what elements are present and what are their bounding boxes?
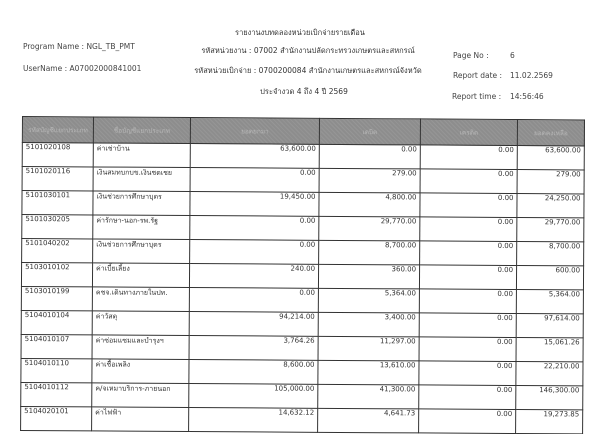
table-row — [21, 263, 583, 290]
column-header-brought-forward: ยอดยกมา — [190, 118, 319, 145]
column-header-account-code: รหัสบัญชีแยกประเภท — [22, 117, 93, 143]
balance-cell: 8,700.00 — [517, 242, 584, 266]
report-time: 14:56:46 — [510, 92, 544, 101]
table-row — [22, 143, 584, 170]
credit-cell: 0.00 — [419, 313, 516, 338]
debit-cell: 279.00 — [319, 168, 420, 193]
credit-cell: 0.00 — [420, 169, 517, 194]
period-line: ประจำงวด 4 ถึง 4 ปี 2569 — [260, 87, 348, 96]
table-row — [21, 286, 583, 313]
brought-forward-cell: 19,450.00 — [190, 192, 319, 217]
account-code-cell: 5101020108 — [22, 143, 93, 167]
debit-cell: 0.00 — [319, 144, 420, 169]
table-row — [21, 406, 583, 433]
table-row — [22, 191, 584, 218]
account-code-cell: 5104010107 — [21, 334, 92, 358]
debit-cell: 29,770.00 — [319, 216, 420, 241]
debit-cell: 4,800.00 — [319, 192, 420, 217]
balance-cell: 19,273.85 — [516, 410, 583, 434]
balance-cell: 15,061.26 — [516, 338, 583, 362]
credit-cell: 0.00 — [420, 145, 517, 170]
debit-cell: 41,300.00 — [318, 384, 419, 409]
table-row — [21, 334, 583, 361]
balance-cell: 279.00 — [517, 170, 584, 194]
balance-cell: 22,210.00 — [516, 362, 583, 386]
credit-cell: 0.00 — [419, 337, 516, 362]
table-row — [21, 310, 583, 337]
disbursement-line: รหัสหน่วยเบิกจ่าย : 0700200084 สำนักงานเกษตรและสหกรณ์จังหวัด — [194, 66, 422, 75]
agency-line: รหัสหน่วยงาน : 07002 สำนักงานปลัดกระทรวงเกษตรและสหกรณ์ — [201, 46, 415, 55]
credit-cell: 0.00 — [420, 217, 517, 242]
account-name-cell: เงินสมทบกบข.เงินชดเชย — [93, 167, 190, 192]
balance-cell: 29,770.00 — [517, 218, 584, 242]
page-no: 6 — [510, 51, 515, 60]
credit-cell: 0.00 — [419, 289, 516, 314]
brought-forward-cell: 0.00 — [190, 216, 319, 241]
brought-forward-cell: 94,214.00 — [189, 312, 318, 337]
account-code-cell: 5104010104 — [21, 310, 92, 334]
brought-forward-cell: 240.00 — [189, 264, 318, 289]
brought-forward-cell: 0.00 — [190, 168, 319, 193]
report-time-label: Report time : — [452, 92, 502, 101]
user-name: UserName : A07002000841001 — [23, 64, 142, 73]
balance-cell: 63,600.00 — [517, 146, 584, 170]
account-code-cell: 5104020101 — [21, 406, 92, 430]
credit-cell: 0.00 — [419, 385, 516, 410]
account-code-cell: 5101030205 — [22, 215, 93, 239]
account-code-cell: 5101040202 — [22, 239, 93, 263]
account-name-cell: ค่าไฟฟ้า — [92, 407, 189, 432]
brought-forward-cell: 0.00 — [190, 240, 319, 265]
account-code-cell: 5104010110 — [21, 358, 92, 382]
table-header-row — [22, 117, 584, 146]
account-name-cell: ค่าเช่าบ้าน — [93, 143, 190, 168]
account-code-cell: 5103010199 — [21, 286, 92, 310]
table-row — [21, 382, 583, 409]
brought-forward-cell: 0.00 — [189, 288, 318, 313]
account-name-cell: ค่าวัสดุ — [92, 311, 189, 336]
credit-cell: 0.00 — [419, 265, 516, 290]
table-row — [22, 167, 584, 194]
brought-forward-cell: 105,000.00 — [189, 384, 318, 409]
table-row — [22, 239, 584, 266]
account-code-cell: 5101020116 — [22, 167, 93, 191]
program-name: Program Name : NGL_TB_PMT — [23, 42, 135, 51]
column-header-balance: ยอดคงเหลือ — [517, 120, 584, 146]
credit-cell: 0.00 — [419, 361, 516, 386]
brought-forward-cell: 14,632.12 — [189, 408, 318, 433]
balance-cell: 24,250.00 — [517, 194, 584, 218]
account-name-cell: ค่าเชื้อเพลิง — [92, 359, 189, 384]
balance-cell: 600.00 — [516, 266, 583, 290]
debit-cell: 8,700.00 — [319, 240, 420, 265]
account-name-cell: เงินช่วยการศึกษาบุตร — [93, 239, 190, 264]
account-code-cell: 5101030101 — [22, 191, 93, 215]
page-no-label: Page No : — [453, 51, 489, 60]
balance-cell: 5,364.00 — [516, 290, 583, 314]
brought-forward-cell: 3,764.26 — [189, 336, 318, 361]
trial-balance-table — [20, 116, 585, 434]
balance-cell: 97,614.00 — [516, 314, 583, 338]
account-name-cell: ค่าเบี้ยเลี้ยง — [92, 263, 189, 288]
credit-cell: 0.00 — [419, 409, 516, 434]
account-code-cell: 5103010102 — [21, 263, 92, 287]
debit-cell: 5,364.00 — [318, 288, 419, 313]
credit-cell: 0.00 — [420, 193, 517, 218]
account-name-cell: ค/จเหมาบริการ-ภายนอก — [92, 383, 189, 408]
debit-cell: 3,400.00 — [318, 312, 419, 337]
table-row — [22, 215, 584, 242]
report-title: รายงานงบทดลองหน่วยเบิกจ่ายรายเดือน — [235, 28, 365, 37]
debit-cell: 4,641.73 — [318, 408, 419, 433]
account-code-cell: 5104010112 — [21, 382, 92, 406]
account-name-cell: ค่าซ่อมแซมและบำรุงฯ — [92, 335, 189, 360]
account-name-cell: ค่ารักษา-นอก-รพ.รัฐ — [93, 215, 190, 240]
report-date: 11.02.2569 — [510, 71, 553, 80]
brought-forward-cell: 63,600.00 — [190, 144, 319, 169]
credit-cell: 0.00 — [420, 241, 517, 266]
report-date-label: Report date : — [453, 71, 503, 80]
column-header-account-name: ชื่อบัญชีแยกประเภท — [93, 117, 190, 144]
account-name-cell: คชจ.เดินทางภายในปท. — [92, 287, 189, 312]
debit-cell: 11,297.00 — [318, 336, 419, 361]
column-header-debit: เดบิต — [319, 118, 420, 145]
brought-forward-cell: 8,600.00 — [189, 360, 318, 385]
account-name-cell: เงินช่วยการศึกษาบุตร — [93, 191, 190, 216]
balance-cell: 146,300.00 — [516, 386, 583, 410]
column-header-credit: เครดิต — [420, 119, 517, 146]
debit-cell: 13,610.00 — [318, 360, 419, 385]
table-row — [21, 358, 583, 385]
debit-cell: 360.00 — [318, 264, 419, 289]
